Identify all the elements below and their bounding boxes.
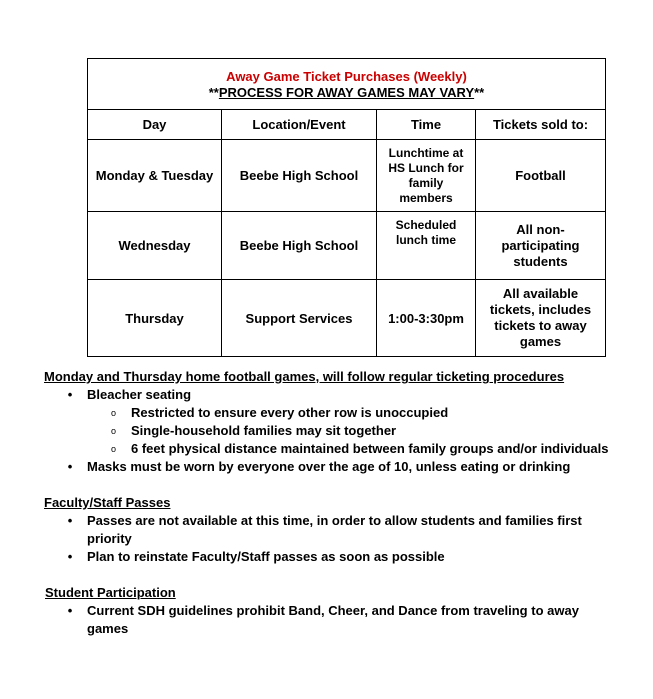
header-day: Day	[88, 110, 222, 140]
bullet-dot-icon: •	[67, 513, 73, 528]
bullet-circle-icon: o	[111, 426, 117, 436]
bleacher-sublist	[87, 404, 614, 458]
ticket-schedule-table	[87, 58, 606, 357]
table-header-row	[88, 110, 606, 140]
home-games-heading: Monday and Thursday home football games, will follow regular ticketing procedures	[44, 369, 565, 384]
bullet-dot-icon: •	[67, 603, 73, 618]
bullet-dot-icon: •	[67, 387, 73, 402]
home-games-list	[44, 386, 614, 476]
bullet-dot-icon: •	[67, 459, 73, 474]
cell-location: Beebe High School	[222, 140, 377, 212]
cell-location: Beebe High School	[222, 212, 377, 280]
faculty-passes-heading: Faculty/Staff Passes	[44, 495, 171, 510]
cell-time: Lunchtime at HS Lunch for family members	[377, 140, 476, 212]
bullet-circle-icon: o	[111, 408, 117, 418]
student-participation-list	[44, 602, 614, 638]
cell-location: Support Services	[222, 280, 377, 357]
cell-sold-to: All non-participating students	[476, 212, 606, 280]
cell-sold-to: Football	[476, 140, 606, 212]
list-item: • Masks must be worn by everyone over the age of 10, unless eating or drinking	[67, 459, 571, 474]
header-time: Time	[377, 110, 476, 140]
sub-list-item: o Single-household families may sit together	[111, 423, 397, 438]
cell-sold-to: All available tickets, includes tickets to away games	[476, 280, 606, 357]
cell-day: Thursday	[88, 280, 222, 357]
list-item: • Plan to reinstate Faculty/Staff passes as soon as possible	[67, 549, 445, 564]
table-row	[88, 212, 606, 280]
table-title: Away Game Ticket Purchases (Weekly)	[226, 69, 467, 84]
table-subtitle: **PROCESS FOR AWAY GAMES MAY VARY**	[208, 85, 485, 100]
student-participation-heading: Student Participation	[45, 585, 176, 600]
sub-list-item: o 6 feet physical distance maintained between family groups and/or individuals	[111, 441, 609, 456]
table-row	[88, 140, 606, 212]
bullet-circle-icon: o	[111, 444, 117, 454]
policy-notes	[44, 368, 614, 638]
header-tickets-sold-to: Tickets sold to:	[476, 110, 606, 140]
cell-time: Scheduled lunch time	[377, 212, 476, 280]
sub-list-item: o Restricted to ensure every other row is unoccupied	[111, 405, 449, 420]
header-location: Location/Event	[222, 110, 377, 140]
table-row	[88, 280, 606, 357]
bullet-dot-icon: •	[67, 549, 73, 564]
list-item: • Current SDH guidelines prohibit Band, Cheer, and Dance from traveling to away games	[67, 603, 579, 636]
table-title-cell	[88, 59, 606, 110]
faculty-passes-list	[44, 512, 614, 566]
cell-day: Wednesday	[88, 212, 222, 280]
list-item: • Bleacher seating o Restricted to ensure every other row is unoccupied o Single-household families may sit together o 6 feet physical distance maintained between family groups and/or individuals	[66, 386, 614, 458]
cell-day: Monday & Tuesday	[88, 140, 222, 212]
cell-time: 1:00-3:30pm	[377, 280, 476, 357]
list-item: • Passes are not available at this time, in order to allow students and families first priority	[67, 513, 582, 546]
